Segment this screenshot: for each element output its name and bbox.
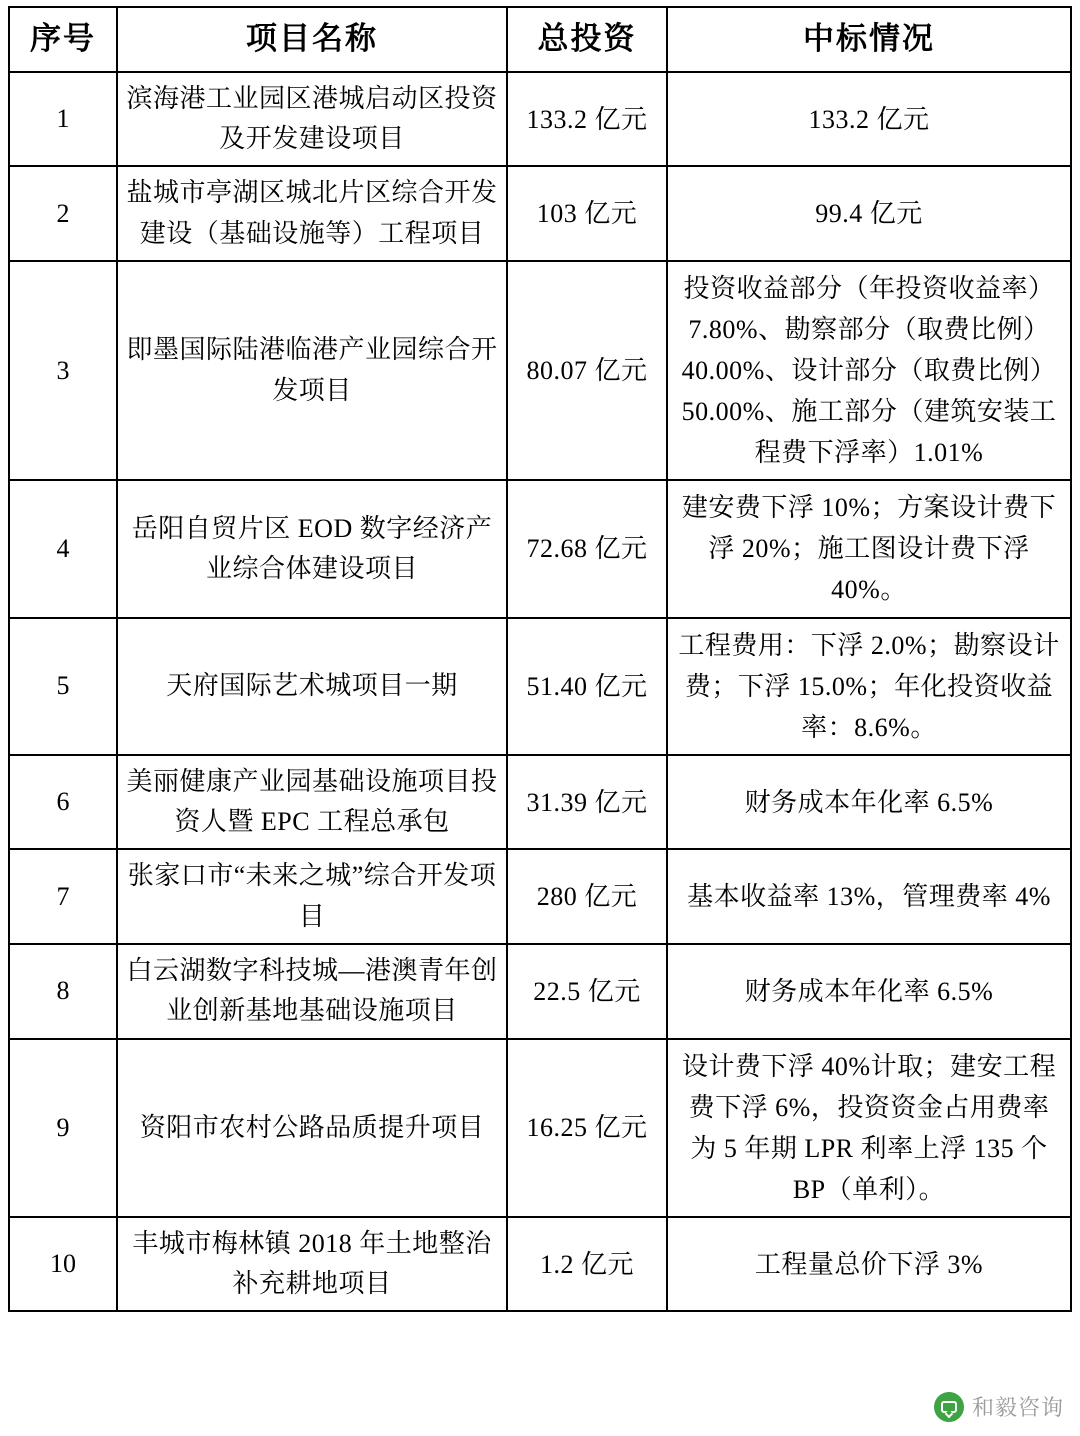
cell-index: 6 [9,755,117,850]
cell-bid-result: 建安费下浮 10%；方案设计费下浮 20%；施工图设计费下浮 40%。 [667,480,1071,617]
cell-index: 8 [9,944,117,1039]
cell-project-name: 美丽健康产业园基础设施项目投资人暨 EPC 工程总承包 [117,755,507,850]
table-body [9,72,1071,1312]
cell-total-investment: 72.68 亿元 [507,480,667,617]
table-row [9,480,1071,617]
cell-project-name: 盐城市亭湖区城北片区综合开发建设（基础设施等）工程项目 [117,166,507,261]
cell-project-name: 岳阳自贸片区 EOD 数字经济产业综合体建设项目 [117,480,507,617]
cell-bid-result: 基本收益率 13%，管理费率 4% [667,849,1071,944]
cell-total-investment: 280 亿元 [507,849,667,944]
cell-index: 5 [9,618,117,755]
table-row [9,755,1071,850]
cell-index: 10 [9,1217,117,1312]
table-header-row [9,7,1071,72]
cell-total-investment: 103 亿元 [507,166,667,261]
column-header-index: 序号 [9,7,117,72]
column-header-project-name: 项目名称 [117,7,507,72]
column-header-total-investment: 总投资 [507,7,667,72]
cell-index: 3 [9,261,117,480]
watermark-label: 和毅咨询 [971,1395,1064,1420]
table-row [9,1039,1071,1217]
table-row [9,849,1071,944]
cell-project-name: 张家口市“未来之城”综合开发项目 [117,849,507,944]
cell-index: 1 [9,72,117,167]
cell-project-name: 白云湖数字科技城—港澳青年创业创新基地基础设施项目 [117,944,507,1039]
cell-bid-result: 工程费用：下浮 2.0%；勘察设计费；下浮 15.0%；年化投资收益率：8.6%。 [667,618,1071,755]
cell-total-investment: 31.39 亿元 [507,755,667,850]
cell-project-name: 丰城市梅林镇 2018 年土地整治补充耕地项目 [117,1217,507,1312]
cell-index: 4 [9,480,117,617]
cell-project-name: 资阳市农村公路品质提升项目 [117,1039,507,1217]
cell-bid-result: 财务成本年化率 6.5% [667,944,1071,1039]
cell-index: 7 [9,849,117,944]
cell-index: 2 [9,166,117,261]
cell-bid-result: 133.2 亿元 [667,72,1071,167]
table-row [9,1217,1071,1312]
cell-total-investment: 51.40 亿元 [507,618,667,755]
cell-total-investment: 1.2 亿元 [507,1217,667,1312]
cell-total-investment: 80.07 亿元 [507,261,667,480]
cell-bid-result: 工程量总价下浮 3% [667,1217,1071,1312]
bidding-projects-table [8,6,1072,1312]
watermark [934,1391,1064,1422]
table-row [9,618,1071,755]
table-row [9,72,1071,167]
cell-index: 9 [9,1039,117,1217]
cell-total-investment: 133.2 亿元 [507,72,667,167]
cell-total-investment: 16.25 亿元 [507,1039,667,1217]
table-header [9,7,1071,72]
cell-bid-result: 投资收益部分（年投资收益率）7.80%、勘察部分（取费比例）40.00%、设计部分（取费比例）50.00%、施工部分（建筑安装工程费下浮率）1.01% [667,261,1071,480]
wechat-official-account-icon [934,1392,964,1422]
cell-bid-result: 99.4 亿元 [667,166,1071,261]
cell-bid-result: 财务成本年化率 6.5% [667,755,1071,850]
cell-project-name: 天府国际艺术城项目一期 [117,618,507,755]
cell-project-name: 即墨国际陆港临港产业园综合开发项目 [117,261,507,480]
column-header-bid-result: 中标情况 [667,7,1071,72]
table-row [9,166,1071,261]
cell-project-name: 滨海港工业园区港城启动区投资及开发建设项目 [117,72,507,167]
table-row [9,944,1071,1039]
cell-bid-result: 设计费下浮 40%计取；建安工程费下浮 6%，投资资金占用费率为 5 年期 LPR 利率上浮 135 个 BP（单利）。 [667,1039,1071,1217]
cell-total-investment: 22.5 亿元 [507,944,667,1039]
table-row [9,261,1071,480]
